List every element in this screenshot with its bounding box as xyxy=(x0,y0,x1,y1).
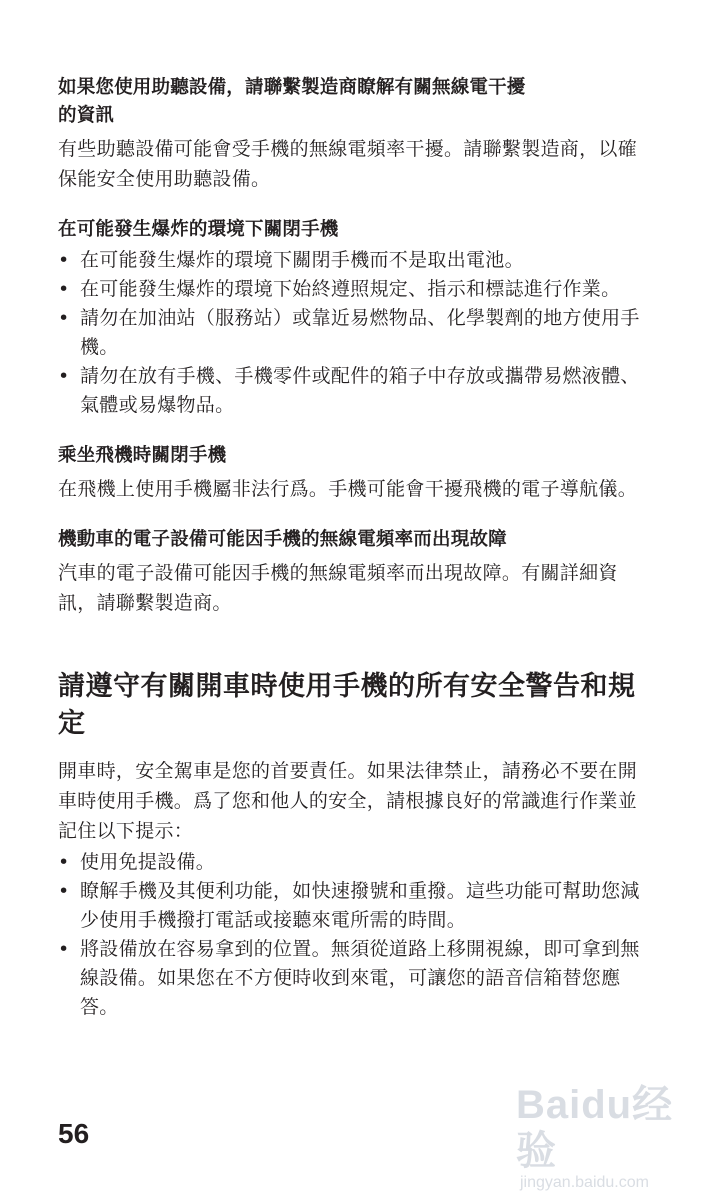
list-item xyxy=(58,877,648,935)
section-aircraft xyxy=(58,442,648,504)
main-heading: 請遵守有關開車時使用手機的所有安全警告和規定 xyxy=(58,671,636,739)
list-item-text: 請勿在放有手機、手機零件或配件的箱子中存放或攜帶易燃液體、氣體或易爆物品。 xyxy=(80,365,640,416)
page-number: 56 xyxy=(58,1118,90,1149)
section-heading: 乘坐飛機時關閉手機 xyxy=(58,445,227,466)
bullet-icon: • xyxy=(58,307,70,329)
section-driving-safety xyxy=(58,668,648,1022)
list-item-text: 使用免提設備。 xyxy=(80,851,216,873)
baidu-watermark xyxy=(516,1082,686,1191)
bullet-icon: • xyxy=(58,365,70,387)
bullet-list xyxy=(58,246,648,420)
section-hearing-aids xyxy=(58,74,648,194)
section-paragraph: 開車時，安全駕車是您的首要責任。如果法律禁止，請務必不要在開車時使用手機。爲了您和他人的安全，請根據良好的常識進行作業並記住以下提示： xyxy=(58,760,638,842)
list-item-text: 請勿在加油站（服務站）或靠近易燃物品、化學製劑的地方使用手機。 xyxy=(80,307,640,358)
bullet-icon: • xyxy=(58,278,70,300)
section-heading: 機動車的電子設備可能因手機的無線電頻率而出現故障 xyxy=(58,529,507,550)
section-paragraph: 有些助聽設備可能會受手機的無線電頻率干擾。請聯繫製造商，以確保能安全使用助聽設備。 xyxy=(58,138,638,190)
list-item xyxy=(58,935,648,1022)
bullet-icon: • xyxy=(58,249,70,271)
section-heading: 如果您使用助聽設備，請聯繫製造商瞭解有關無線電干擾 的資訊 xyxy=(58,77,526,126)
list-item-text: 將設備放在容易拿到的位置。無須從道路上移開視線，即可拿到無線設備。如果您在不方便時收到來電，可讓您的語音信箱替您應答。 xyxy=(80,938,640,1018)
list-item-text: 在可能發生爆炸的環境下關閉手機而不是取出電池。 xyxy=(80,249,524,271)
list-item xyxy=(58,246,648,275)
list-item-text: 瞭解手機及其便利功能，如快速撥號和重撥。這些功能可幫助您減少使用手機撥打電話或接聽來電所需的時間。 xyxy=(80,880,640,931)
document-page xyxy=(58,74,648,1022)
list-item-text: 在可能發生爆炸的環境下始終遵照規定、指示和標誌進行作業。 xyxy=(80,278,621,300)
watermark-logo-text: Baidu经验 xyxy=(516,1083,674,1173)
section-vehicle-electronics xyxy=(58,526,648,618)
section-explosive-environment xyxy=(58,216,648,420)
bullet-icon: • xyxy=(58,851,70,873)
watermark-url: jingyan.baidu.com xyxy=(520,1174,649,1191)
list-item xyxy=(58,304,648,362)
section-paragraph: 汽車的電子設備可能因手機的無線電頻率而出現故障。有關詳細資訊，請聯繫製造商。 xyxy=(58,562,618,614)
section-heading: 在可能發生爆炸的環境下關閉手機 xyxy=(58,219,339,240)
list-item xyxy=(58,848,648,877)
bullet-list xyxy=(58,848,648,1022)
list-item xyxy=(58,362,648,420)
bullet-icon: • xyxy=(58,880,70,902)
list-item xyxy=(58,275,648,304)
section-paragraph: 在飛機上使用手機屬非法行爲。手機可能會干擾飛機的電子導航儀。 xyxy=(58,478,638,500)
bullet-icon: • xyxy=(58,938,70,960)
